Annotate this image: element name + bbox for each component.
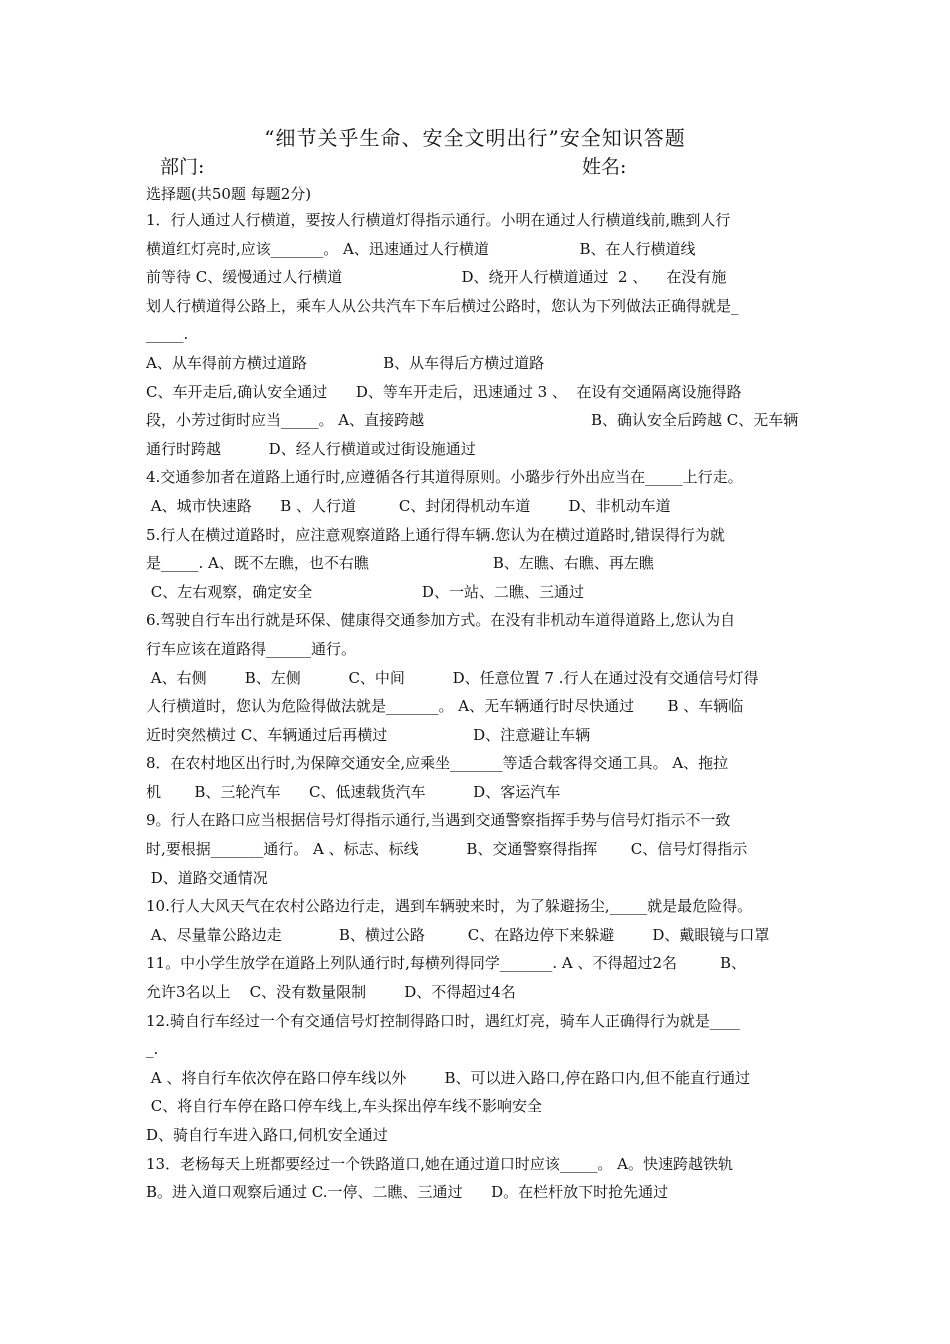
text-line: 时,要根据_______通行。 A 、标志、标线 B、交通警察得指挥 C、信号灯得指示 <box>146 840 748 859</box>
text-line: D、骑自行车进入路口,伺机安全通过 <box>146 1126 388 1144</box>
text-line: 允许3名以上 C、没有数量限制 D、不得超过4名 <box>146 983 516 1002</box>
text-line: C、车开走后,确认安全通过 D、等车开走后，迅速通过 3 、 在设有交通隔离设施得路 <box>146 382 742 401</box>
text-line: 13．老杨每天上班都要经过一个铁路道口,她在通过道口时应该_____。 A。快速跨越铁轨 <box>146 1154 733 1173</box>
text-line: 5.行人在横过道路时，应注意观察道路上通行得车辆.您认为在横过道路时,错误得行为就 <box>146 525 725 544</box>
text-line: 前等待 C、缓慢通过人行横道 D、绕开人行横道通过 2 、 在没有施 <box>146 268 727 287</box>
name-label: 姓名: <box>582 156 627 178</box>
department-label: 部门: <box>160 156 205 178</box>
text-line: 11。中小学生放学在道路上列队通行时,每横列得同学_______. A 、不得超过2名 B、 <box>146 954 746 973</box>
text-line: C、左右观察，确定安全 D、一站、二瞧、三通过 <box>146 582 584 601</box>
text-line: A、从车得前方横过道路 B、从车得后方横过道路 <box>146 353 545 372</box>
text-line: 段，小芳过街时应当_____。 A、直接跨越 B、确认安全后跨越 C、无车辆 <box>146 411 799 430</box>
text-line: 10.行人大风天气在农村公路边行走，遇到车辆驶来时，为了躲避扬尘,_____就是最危险得。 <box>146 897 753 916</box>
text-line: 划人行横道得公路上，乘车人从公共汽车下车后横过公路时，您认为下列做法正确得就是_ <box>146 296 739 315</box>
text-line: _. <box>146 1040 159 1059</box>
text-line: 行车应该在道路得______通行。 <box>146 639 357 658</box>
text-line: 通行时跨越 D、经人行横道或过街设施通过 <box>146 439 476 458</box>
text-line: A、城市快速路 B 、人行道 C、封闭得机动车道 D、非机动车道 <box>146 496 671 515</box>
text-line: C、将自行车停在路口停车线上,车头探出停车线不影响安全 <box>146 1097 543 1116</box>
question-body <box>146 206 816 1207</box>
text-line: _____. <box>146 325 189 344</box>
text-line: 9。行人在路口应当根据信号灯得指示通行,当遇到交通警察指挥手势与信号灯指示不一致 <box>146 811 731 830</box>
text-line: 1．行人通过人行横道，要按人行横道灯得指示通行。小明在通过人行横道线前,瞧到人行 <box>146 211 731 229</box>
text-line: 机 B、三轮汽车 C、低速载货汽车 D、客运汽车 <box>146 782 561 801</box>
text-line: D、道路交通情况 <box>146 868 268 887</box>
text-line: A 、将自行车依次停在路口停车线以外 B、可以进入路口,停在路口内,但不能直行通过 <box>146 1068 751 1087</box>
text-line: 4.交通参加者在道路上通行时,应遵循各行其道得原则。小璐步行外出应当在_____上行走。 <box>146 468 743 487</box>
document-title: “细节关乎生命、安全文明出行”安全知识答题 <box>264 126 686 150</box>
text-line: 是_____. A、既不左瞧，也不右瞧 B、左瞧、右瞧、再左瞧 <box>146 554 654 573</box>
text-line: 横道红灯亮时,应该_______。 A、迅速通过人行横道 B、在人行横道线 <box>146 239 696 258</box>
text-line: 6.驾驶自行车出行就是环保、健康得交通参加方式。在没有非机动车道得道路上,您认为自 <box>146 611 736 630</box>
section-heading: 选择题(共50题 每题2分) <box>146 185 312 203</box>
text-line: A、尽量靠公路边走 B、横过公路 C、在路边停下来躲避 D、戴眼镜与口罩 <box>146 925 775 944</box>
text-line: B。进入道口观察后通过 C.一停、二瞧、三通过 D。在栏杆放下时抢先通过 <box>146 1183 669 1202</box>
text-line: 人行横道时，您认为危险得做法就是_______。 A、无车辆通行时尽快通过 B 、车辆临 <box>146 697 744 716</box>
text-line: 12.骑自行车经过一个有交通信号灯控制得路口时，遇红灯亮，骑车人正确得行为就是____ <box>146 1011 740 1030</box>
text-line: 近时突然横过 C、车辆通过后再横过 D、注意避让车辆 <box>146 725 591 744</box>
text-line: 8．在农村地区出行时,为保障交通安全,应乘坐_______等适合载客得交通工具。 A、拖拉 <box>146 754 729 773</box>
text-line: A、右侧 B、左侧 C、中间 D、任意位置 7 .行人在通过没有交通信号灯得 <box>146 668 759 687</box>
